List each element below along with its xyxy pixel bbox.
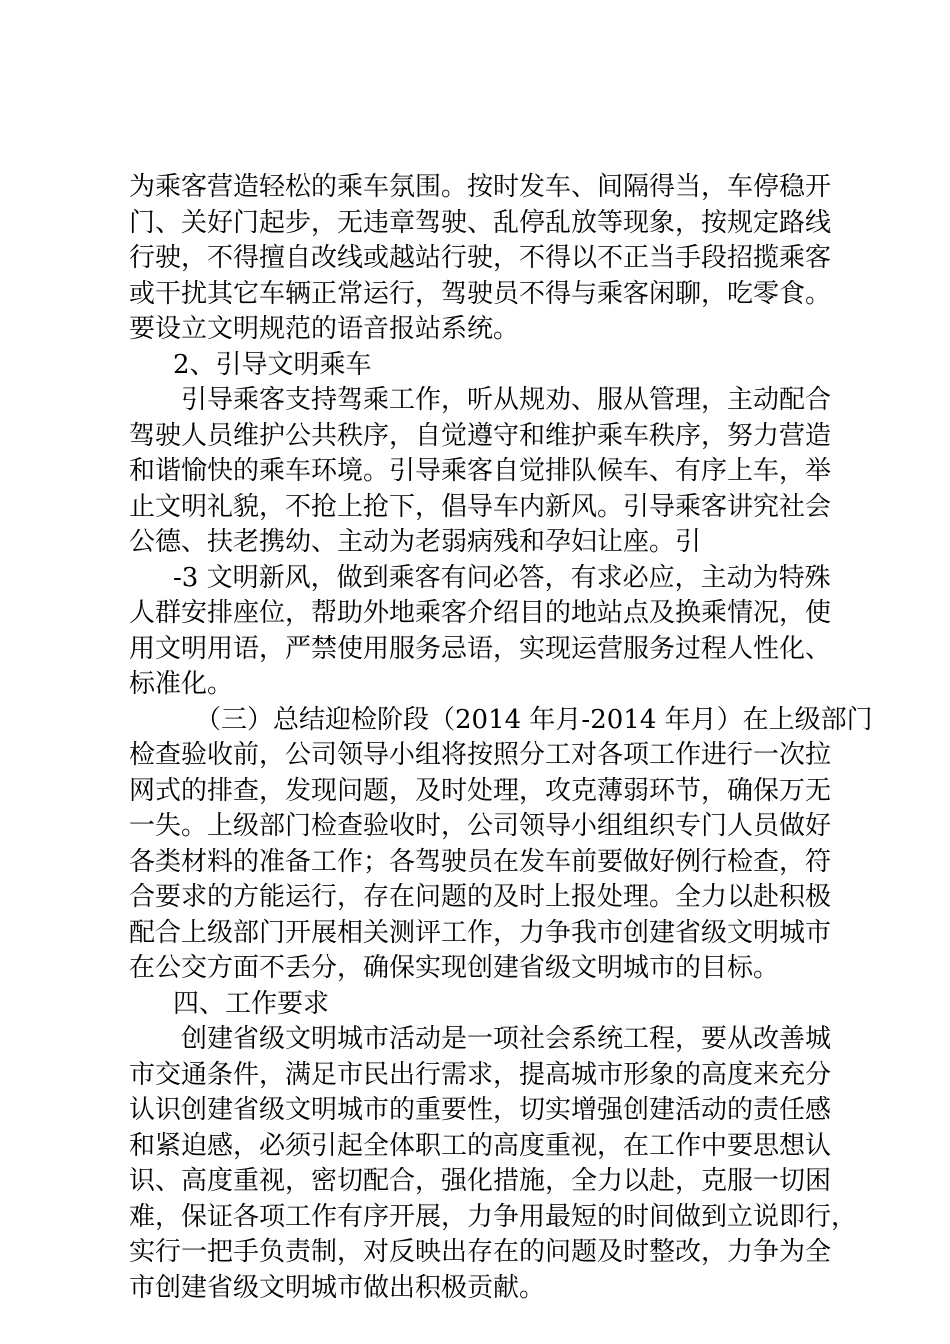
paragraph-line: 公德、扶老携幼、主动为老弱病残和孕妇让座。引 bbox=[129, 527, 702, 557]
paragraph-line: 2、引导文明乘车 bbox=[173, 349, 372, 380]
paragraph-line: 和紧迫感，必须引起全体职工的高度重视，在工作中要思想认 bbox=[129, 1130, 832, 1161]
paragraph-line: 一失。上级部门检查验收时，公司领导小组组织专门人员做好 bbox=[129, 811, 832, 841]
paragraph-line: 检查验收前，公司领导小组将按照分工对各项工作进行一次拉 bbox=[129, 740, 832, 770]
paragraph-line: 为乘客营造轻松的乘车氛围。按时发车、间隔得当，车停稳开 bbox=[129, 172, 832, 202]
paragraph-line: （三）总结迎检阶段（2014 年月-2014 年月）在上级部门 bbox=[195, 704, 873, 735]
paragraph-line: 行驶，不得擅自改线或越站行驶，不得以不正当手段招揽乘客 bbox=[129, 243, 832, 273]
paragraph-line: 要设立文明规范的语音报站系统。 bbox=[129, 314, 520, 344]
paragraph-line: 驾驶人员维护公共秩序，自觉遵守和维护乘车秩序，努力营造 bbox=[129, 420, 832, 451]
paragraph-line: 配合上级部门开展相关测评工作，力争我市创建省级文明城市 bbox=[129, 917, 832, 948]
paragraph-line: 认识创建省级文明城市的重要性，切实增强创建活动的责任感 bbox=[129, 1095, 832, 1125]
paragraph-line: 引导乘客支持驾乘工作，听从规劝、服从管理，主动配合 bbox=[181, 385, 832, 415]
paragraph-line: -3 文明新风，做到乘客有问必答，有求必应，主动为特殊 bbox=[173, 562, 831, 593]
paragraph-line: 各类材料的准备工作；各驾驶员在发车前要做好例行检查，符 bbox=[129, 846, 832, 877]
paragraph-line: 人群安排座位，帮助外地乘客介绍目的地站点及换乘情况，使 bbox=[129, 598, 832, 628]
paragraph-line: 门、关好门起步，无违章驾驶、乱停乱放等现象，按规定路线 bbox=[129, 207, 832, 238]
paragraph-line: 市创建省级文明城市做出积极贡献。 bbox=[129, 1272, 546, 1303]
paragraph-line: 和谐愉快的乘车环境。引导乘客自觉排队候车、有序上车，举 bbox=[129, 456, 832, 486]
paragraph-line: 合要求的方能运行，存在问题的及时上报处理。全力以赴积极 bbox=[129, 882, 832, 912]
paragraph-line: 网式的排查，发现问题，及时处理，攻克薄弱环节，确保万无 bbox=[129, 775, 832, 806]
paragraph-line: 四、工作要求 bbox=[173, 988, 330, 1019]
paragraph-line: 用文明用语，严禁使用服务忌语，实现运营服务过程人性化、 bbox=[129, 633, 832, 664]
paragraph-line: 难，保证各项工作有序开展，力争用最短的时间做到立说即行， bbox=[129, 1201, 858, 1232]
paragraph-line: 在公交方面不丢分，确保实现创建省级文明城市的目标。 bbox=[129, 953, 780, 983]
paragraph-line: 实行一把手负责制，对反映出存在的问题及时整改，力争为全 bbox=[129, 1237, 832, 1267]
paragraph-line: 识、高度重视，密切配合，强化措施，全力以赴，克服一切困 bbox=[129, 1166, 832, 1196]
paragraph-line: 标准化。 bbox=[129, 669, 234, 699]
paragraph-line: 止文明礼貌，不抢上抢下，倡导车内新风。引导乘客讲究社会 bbox=[129, 491, 832, 522]
paragraph-line: 创建省级文明城市活动是一项社会系统工程，要从改善城 bbox=[181, 1024, 832, 1054]
paragraph-line: 或干扰其它车辆正常运行，驾驶员不得与乘客闲聊，吃零食。 bbox=[129, 278, 832, 309]
document-body bbox=[129, 170, 873, 1306]
paragraph-line: 市交通条件，满足市民出行需求，提高城市形象的高度来充分 bbox=[129, 1059, 832, 1090]
